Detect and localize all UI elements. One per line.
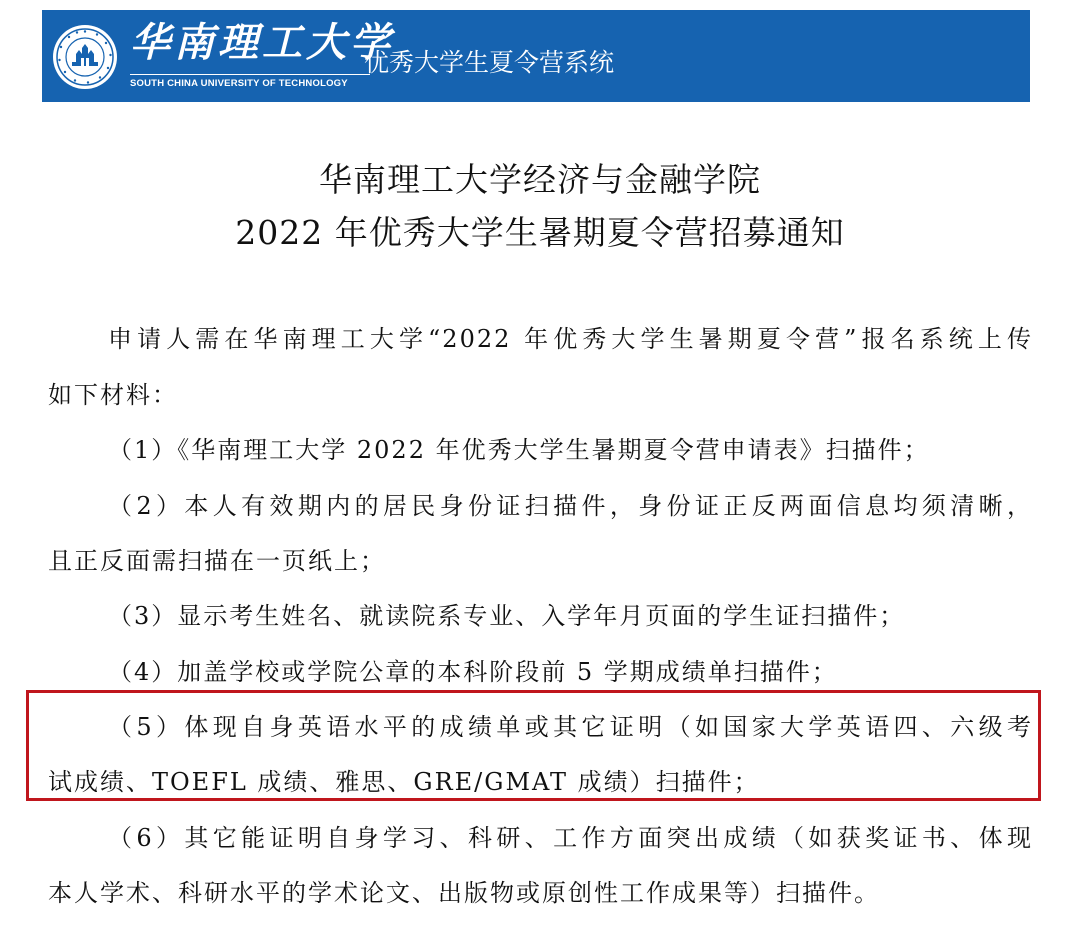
list-item-5-line-1: （5）体现自身英语水平的成绩单或其它证明（如国家大学英语四、六级考 — [108, 713, 1033, 741]
university-seal-icon — [52, 24, 118, 90]
list-item-5-line-2: 试成绩、TOEFL 成绩、雅思、GRE/GMAT 成绩）扫描件； — [48, 768, 760, 796]
list-item-3: （3）显示考生姓名、就读院系专业、入学年月页面的学生证扫描件； — [108, 602, 906, 630]
intro-line-2: 如下材料： — [48, 381, 178, 409]
list-item-6-line-2: 本人学术、科研水平的学术论文、出版物或原创性工作成果等）扫描件。 — [48, 879, 880, 907]
header-banner — [42, 10, 1030, 102]
document-title-line2: 2022 年优秀大学生暑期夏令营招募通知 — [235, 213, 845, 252]
list-item-1: （1）《华南理工大学 2022 年优秀大学生暑期夏令营申请表》扫描件； — [108, 436, 930, 464]
university-logo-chinese: 华南理工大学 — [130, 19, 394, 66]
document-title-line1: 华南理工大学经济与金融学院 — [319, 160, 761, 199]
system-title: 优秀大学生夏令营系统 — [364, 48, 615, 77]
university-logo-english: SOUTH CHINA UNIVERSITY OF TECHNOLOGY — [130, 74, 370, 89]
intro-line-1: 申请人需在华南理工大学“2022 年优秀大学生暑期夏令营”报名系统上传 — [108, 325, 1033, 353]
list-item-2-line-2: 且正反面需扫描在一页纸上； — [48, 547, 386, 575]
list-item-4: （4）加盖学校或学院公章的本科阶段前 5 学期成绩单扫描件； — [108, 658, 838, 686]
list-item-6-line-1: （6）其它能证明自身学习、科研、工作方面突出成绩（如获奖证书、体现 — [108, 824, 1033, 852]
list-item-2-line-1: （2）本人有效期内的居民身份证扫描件，身份证正反两面信息均须清晰， — [108, 492, 1033, 520]
